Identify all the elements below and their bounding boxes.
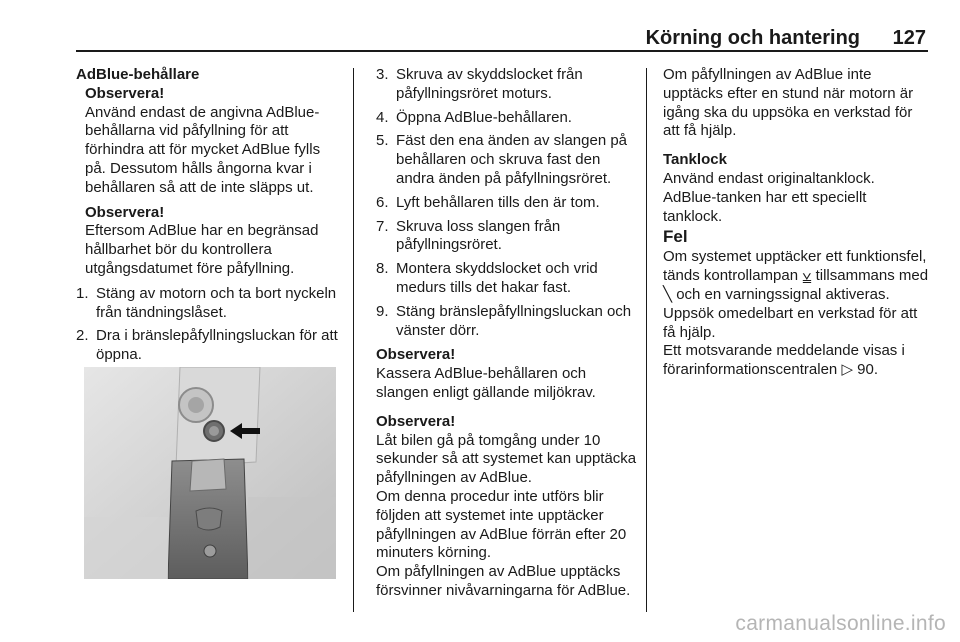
fel-text: tillsammans med <box>815 267 929 285</box>
list-item <box>76 285 344 323</box>
step-text: Skruva loss slangen från påfyllningsröret. <box>396 217 561 254</box>
paragraph: AdBlue-tanken har ett speciellt tanklock. <box>663 188 867 225</box>
fuel-flap-drawing <box>84 367 336 579</box>
list-item <box>76 327 344 365</box>
note-text: Kassera AdBlue-behållaren och slangen enligt gällande miljökrav. <box>376 365 596 401</box>
column-right <box>663 66 929 380</box>
list-item <box>376 66 638 104</box>
step-text: Skruva av skyddslocket från påfyllningsröret moturs. <box>396 66 583 102</box>
message-text: Ett motsvarande meddelande visas i förarinformationscentralen <box>663 342 905 379</box>
note-block-1 <box>76 85 344 198</box>
step-text: Montera skyddslocket och vrid medurs tills det hakar fast. <box>396 260 598 296</box>
paragraph: Om denna procedur inte utförs blir följden att systemet inte upptäcker påfyllningen av AdBlue förrän efter 20 minuters körning. <box>376 487 627 562</box>
column-divider-right <box>646 68 647 612</box>
fel-text: och en varningssignal aktiveras. Uppsök omedelbart en verkstad för att få hjälp. <box>663 285 918 341</box>
step-text: Dra i bränslepåfyllningsluckan för att öppna. <box>96 327 338 364</box>
step-number: 2. <box>76 327 89 345</box>
note-block-2 <box>76 204 344 279</box>
step-text: Stäng av motorn och ta bort nyckeln från tändningslåset. <box>96 284 337 321</box>
note-text: Eftersom AdBlue har en begränsad hållbarhet bör du kontrollera utgångsdatumet före påfyllning. <box>85 222 319 277</box>
list-item <box>376 194 638 213</box>
section-heading-fel: Fel <box>663 227 688 247</box>
note-text: Låt bilen gå på tomgång under 10 sekunder så att systemet kan upptäcka påfyllningen av AdBlue. <box>376 431 637 487</box>
steps-list-middle <box>376 66 638 340</box>
step-number: 5. <box>376 132 389 150</box>
fel-text: Om systemet upptäcker ett funktionsfel, tänds kontrollampan <box>663 248 927 285</box>
paragraph-message <box>663 342 929 380</box>
note-heading: Observera! <box>85 84 165 102</box>
steps-list-left <box>76 285 344 365</box>
note-text: Använd endast de angivna AdBlue-behållarna vid påfyllning för att förhindra att för mycket AdBlue fylls på. Dessutom hålls ångorna kvar i behållaren så att de inte släpps ut. <box>85 103 321 196</box>
list-item <box>376 132 638 188</box>
section-heading-adblue: AdBlue-behållare <box>76 66 200 83</box>
list-item <box>376 303 638 341</box>
step-number: 6. <box>376 193 389 211</box>
note-block-4 <box>376 413 638 488</box>
step-number: 9. <box>376 302 389 320</box>
list-item <box>376 218 638 256</box>
paragraph: Använd endast originaltanklock. <box>663 169 875 187</box>
watermark: carmanualsonline.info <box>735 612 946 635</box>
step-text: Stäng bränslepåfyllningsluckan och vänster dörr. <box>396 302 632 339</box>
step-number: 1. <box>76 284 89 302</box>
column-left <box>76 66 344 370</box>
list-item <box>376 109 638 128</box>
tanklock-section <box>663 151 929 226</box>
page-header-title: Körning och hantering <box>645 27 860 49</box>
header-rule <box>76 50 928 52</box>
note-heading: Observera! <box>85 203 165 221</box>
paragraph: Om påfyllningen av AdBlue inte upptäcks efter en stund när motorn är igång ska du uppsöka en verkstad för att få hjälp. <box>663 66 914 140</box>
paragraph: Om påfyllningen av AdBlue upptäcks försvinner nivåvarningarna för AdBlue. <box>376 563 631 599</box>
column-divider-left <box>353 68 354 612</box>
column-middle <box>376 66 638 601</box>
engine-warning-icon: ⩣ <box>802 267 812 285</box>
fuel-flap-illustration <box>84 367 336 579</box>
page-number: 127 <box>892 27 926 49</box>
step-number: 3. <box>376 66 389 83</box>
page-reference[interactable]: 90. <box>857 361 879 379</box>
step-text: Fäst den ena änden av slangen på behållaren och skruva fast den andra änden på påfyllningsröret. <box>396 132 628 187</box>
note-heading: Observera! <box>376 412 456 430</box>
paragraph-fel <box>663 248 929 342</box>
wrench-icon: ╲ <box>663 285 673 303</box>
list-item <box>376 260 638 298</box>
step-number: 7. <box>376 217 389 235</box>
step-number: 4. <box>376 108 389 126</box>
subheading-tanklock: Tanklock <box>663 151 727 169</box>
step-number: 8. <box>376 260 389 278</box>
note-block-3 <box>376 346 638 402</box>
page-reference-arrow-icon: ▷ <box>841 361 853 379</box>
step-text: Lyft behållaren tills den är tom. <box>396 193 600 211</box>
note-heading: Observera! <box>376 346 456 364</box>
step-text: Öppna AdBlue-behållaren. <box>396 108 572 126</box>
